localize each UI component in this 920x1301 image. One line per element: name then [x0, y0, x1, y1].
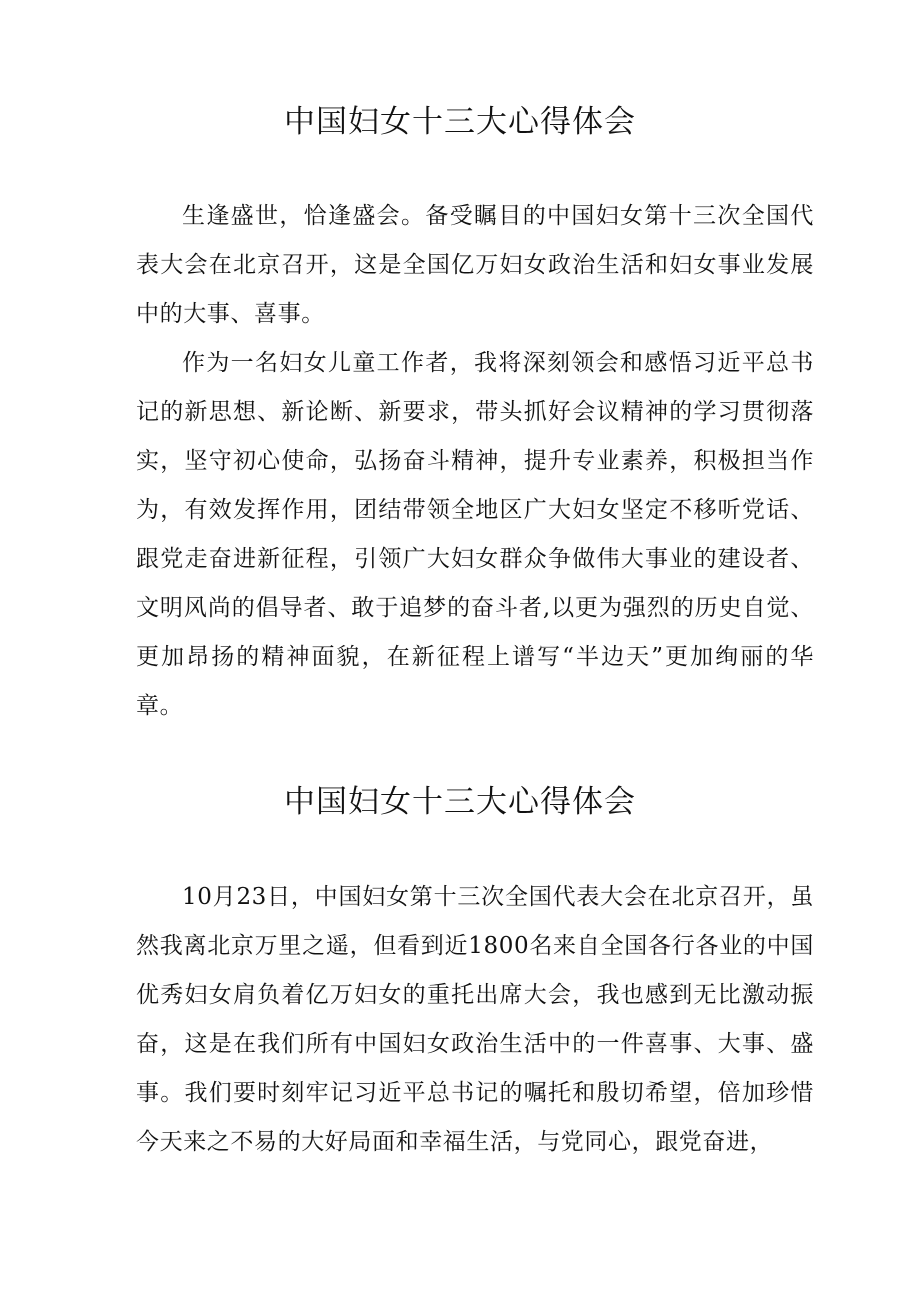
section-1-paragraph-2: 作为一名妇女儿童工作者，我将深刻领会和感悟习近平总书记的新思想、新论断、新要求，带头抓好会议精神的学习贯彻落实，坚守初心使命，弘扬奋斗精神，提升专业素养，积极担当作为，有效发挥作用，团结带领全地区广大妇女坚定不移听党话、跟党走奋进新征程，引领广大妇女群众争做伟大事业的建设者、文明风尚的倡导者、敢于追梦的奋斗者,以更为强烈的历史自觉、更加昂扬的精神面貌，在新征程上谱写“半边天”更加绚丽的华章。: [136, 350, 814, 719]
section-1-paragraph-1: 生逢盛世，恰逢盛会。备受瞩目的中国妇女第十三次全国代表大会在北京召开，这是全国亿万妇女政治生活和妇女事业发展中的大事、喜事。: [136, 203, 814, 327]
section-2-paragraph-1: 10月23日，中国妇女第十三次全国代表大会在北京召开，虽然我离北京万里之遥，但看到近1800名来自全国各行各业的中国优秀妇女肩负着亿万妇女的重托出席大会，我也感到无比激动振奋，这是在我们所有中国妇女政治生活中的一件喜事、大事、盛事。我们要时刻牢记习近平总书记的嘱托和殷切希望，倍加珍惜今天来之不易的大好局面和幸福生活，与党同心，跟党奋进，: [136, 884, 814, 1155]
section-1-title: 中国妇女十三大心得体会: [284, 104, 636, 140]
section-2-title: 中国妇女十三大心得体会: [284, 784, 636, 820]
